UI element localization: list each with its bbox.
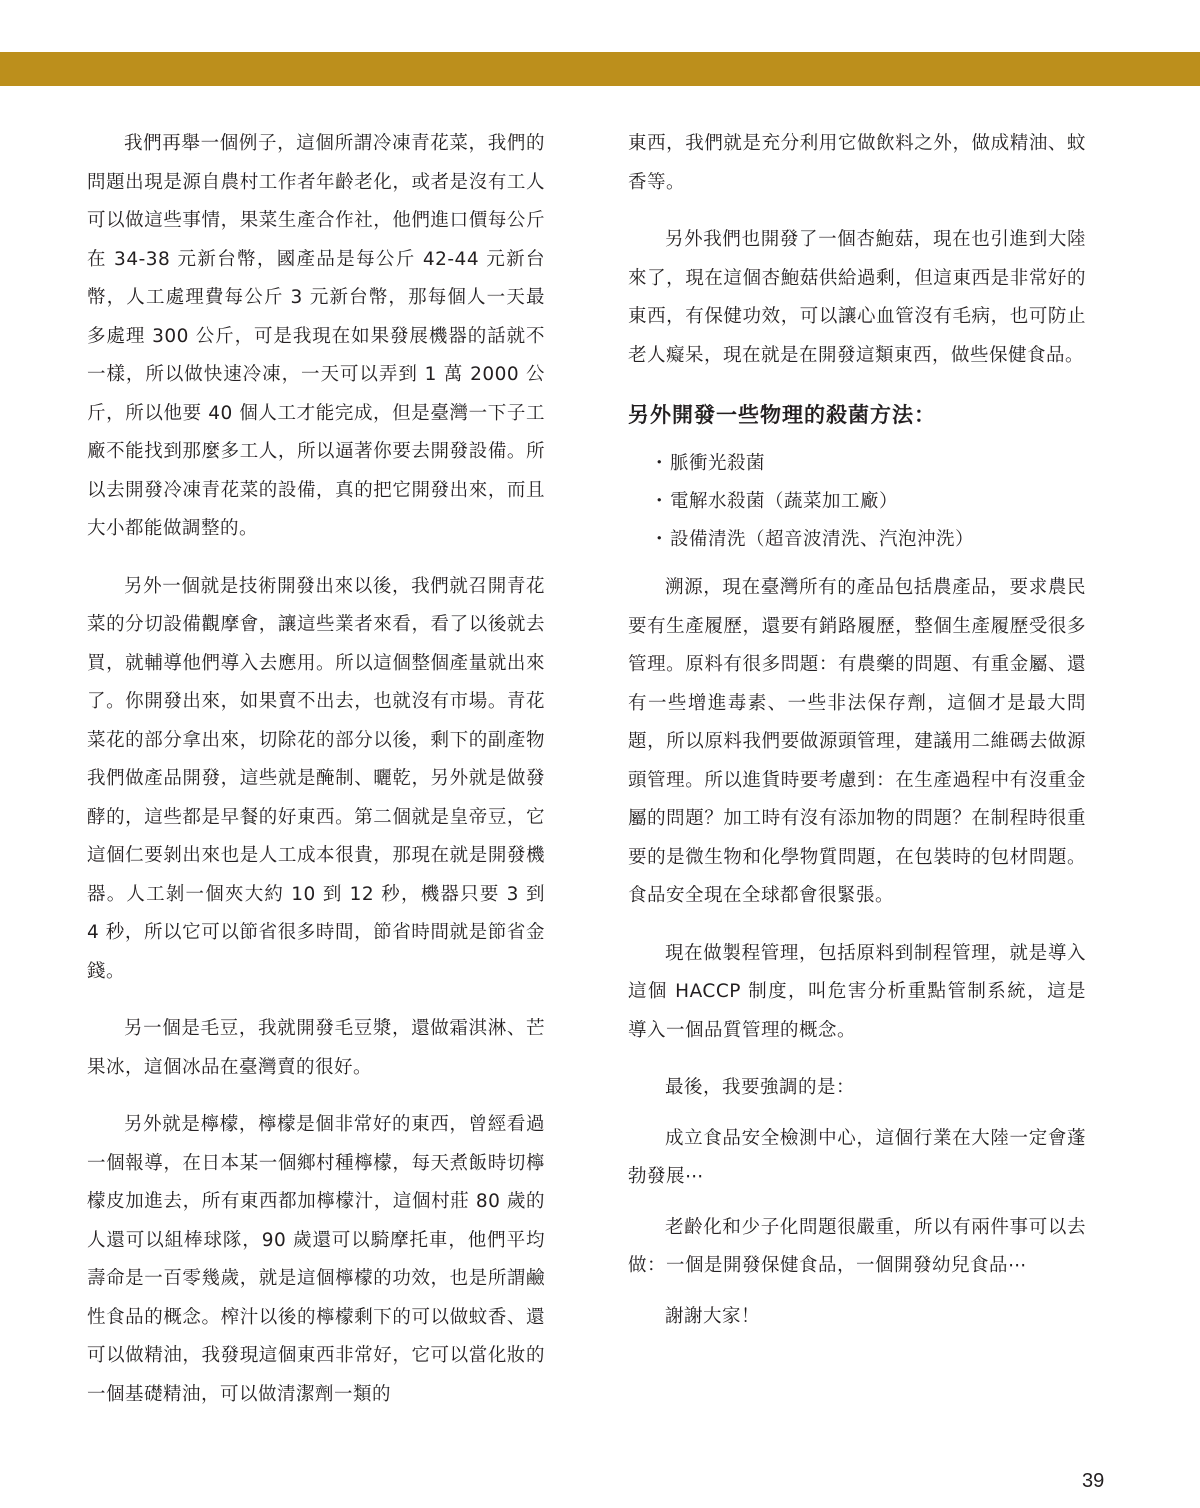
body-paragraph: 溯源，現在臺灣所有的產品包括農產品，要求農民要有生產履歷，還要有銷路履歷，整個生產履歷受很多管理。原料有很多問題：有農藥的問題、有重金屬、還有一些增進毒素、一些非法保存劑，這個才是最大問題，所以原料我們要做源頭管理，建議用二維碼去做源頭管理。所以進貨時要考慮到：在生產過程中有沒重金屬的問題？加工時有沒有添加物的問題？在制程時很重要的是微生物和化學物質問題，在包裝時的包材問題。食品安全現在全球都會很緊張。 bbox=[628, 577, 1086, 906]
section-heading: 另外開發一些物理的殺菌方法： bbox=[628, 403, 936, 427]
body-paragraph: 成立食品安全檢測中心，這個行業在大陸一定會蓬勃發展⋯ bbox=[628, 1127, 1086, 1187]
body-paragraph: 另外就是檸檬，檸檬是個非常好的東西，曾經看過一個報導，在日本某一個鄉村種檸檬，每天煮飯時切檸檬皮加進去，所有東西都加檸檬汁，這個村莊 80 歲的人還可以組棒球隊，90 歲還可以騎摩托車，他們平均壽命是一百零幾歲，就是這個檸檬的功效，也是所謂鹼性食品的概念。榨汁以後的檸檬剩下的可以做蚊香、還可以做精油，我發現這個東西非常好，它可以當化妝的一個基礎精油，可以做清潔劑一類的 bbox=[87, 1114, 545, 1405]
bullet-marker: ・ bbox=[650, 453, 670, 474]
right-text-column bbox=[628, 125, 1086, 1355]
body-paragraph: 另一個是毛豆，我就開發毛豆漿，還做霜淇淋、芒果冰，這個冰品在臺灣賣的很好。 bbox=[87, 1018, 545, 1078]
body-paragraph: 老齡化和少子化問題很嚴重，所以有兩件事可以去做：一個是開發保健食品，一個開發幼兒食品⋯ bbox=[628, 1216, 1086, 1276]
page-number: 39 bbox=[1082, 1470, 1105, 1492]
bullet-marker: ・ bbox=[650, 491, 670, 512]
list-item bbox=[628, 521, 1086, 559]
continued-paragraph: 東西，我們就是充分利用它做飲料之外，做成精油、蚊香等。 bbox=[628, 133, 1086, 193]
closing-line: 謝謝大家！ bbox=[665, 1305, 761, 1327]
list-item-text: 脈衝光殺菌 bbox=[670, 453, 766, 474]
header-color-band bbox=[0, 52, 1200, 86]
list-item bbox=[628, 483, 1086, 521]
body-paragraph: 另外我們也開發了一個杏鮑菇，現在也引進到大陸來了，現在這個杏鮑菇供給過剩，但這東西是非常好的東西，有保健功效，可以讓心血管沒有毛病，也可防止老人癡呆，現在就是在開發這類東西，做些保健食品。 bbox=[628, 229, 1086, 366]
list-item-text: 電解水殺菌（蔬菜加工廠） bbox=[670, 491, 899, 512]
body-paragraph: 我們再舉一個例子，這個所謂冷凍青花菜，我們的問題出現是源自農村工作者年齡老化，或者是沒有工人可以做這些事情，果菜生產合作社，他們進口價每公斤在 34-38 元新台幣，國產品是每公斤 42-44 元新台幣，人工處理費每公斤 3 元新台幣，那每個人一天最多處理 300 公斤，可是我現在如果發展機器的話就不一樣，所以做快速冷凍，一天可以弄到 1 萬 2000 公斤，所以他要 40 個人工才能完成，但是臺灣一下子工廠不能找到那麼多工人，所以逼著你要去開發設備。所以去開發冷凍青花菜的設備，真的把它開發出來，而且大小都能做調整的。 bbox=[87, 133, 545, 539]
body-paragraph: 現在做製程管理，包括原料到制程管理，就是導入這個 HACCP 制度，叫危害分析重點管制系統，這是導入一個品質管理的概念。 bbox=[628, 942, 1086, 1041]
list-item-text: 設備清洗（超音波清洗、汽泡沖洗） bbox=[670, 529, 975, 550]
bullet-list bbox=[628, 445, 1086, 559]
body-paragraph: 最後，我要強調的是： bbox=[665, 1077, 856, 1098]
bullet-marker: ・ bbox=[650, 529, 670, 550]
body-paragraph: 另外一個就是技術開發出來以後，我們就召開青花菜的分切設備觀摩會，讓這些業者來看，看了以後就去買，就輔導他們導入去應用。所以這個整個產量就出來了。你開發出來，如果賣不出去，也就沒有市場。青花菜花的部分拿出來，切除花的部分以後，剩下的副產物我們做產品開發，這些就是醃制、曬乾，另外就是做發酵的，這些都是早餐的好東西。第二個就是皇帝豆，它這個仁要剝出來也是人工成本很貴，那現在就是開發機器。人工剝一個夾大約 10 到 12 秒，機器只要 3 到 4 秒，所以它可以節省很多時間，節省時間就是節省金錢。 bbox=[87, 575, 545, 982]
left-text-column bbox=[87, 125, 545, 1433]
list-item bbox=[628, 445, 1086, 483]
